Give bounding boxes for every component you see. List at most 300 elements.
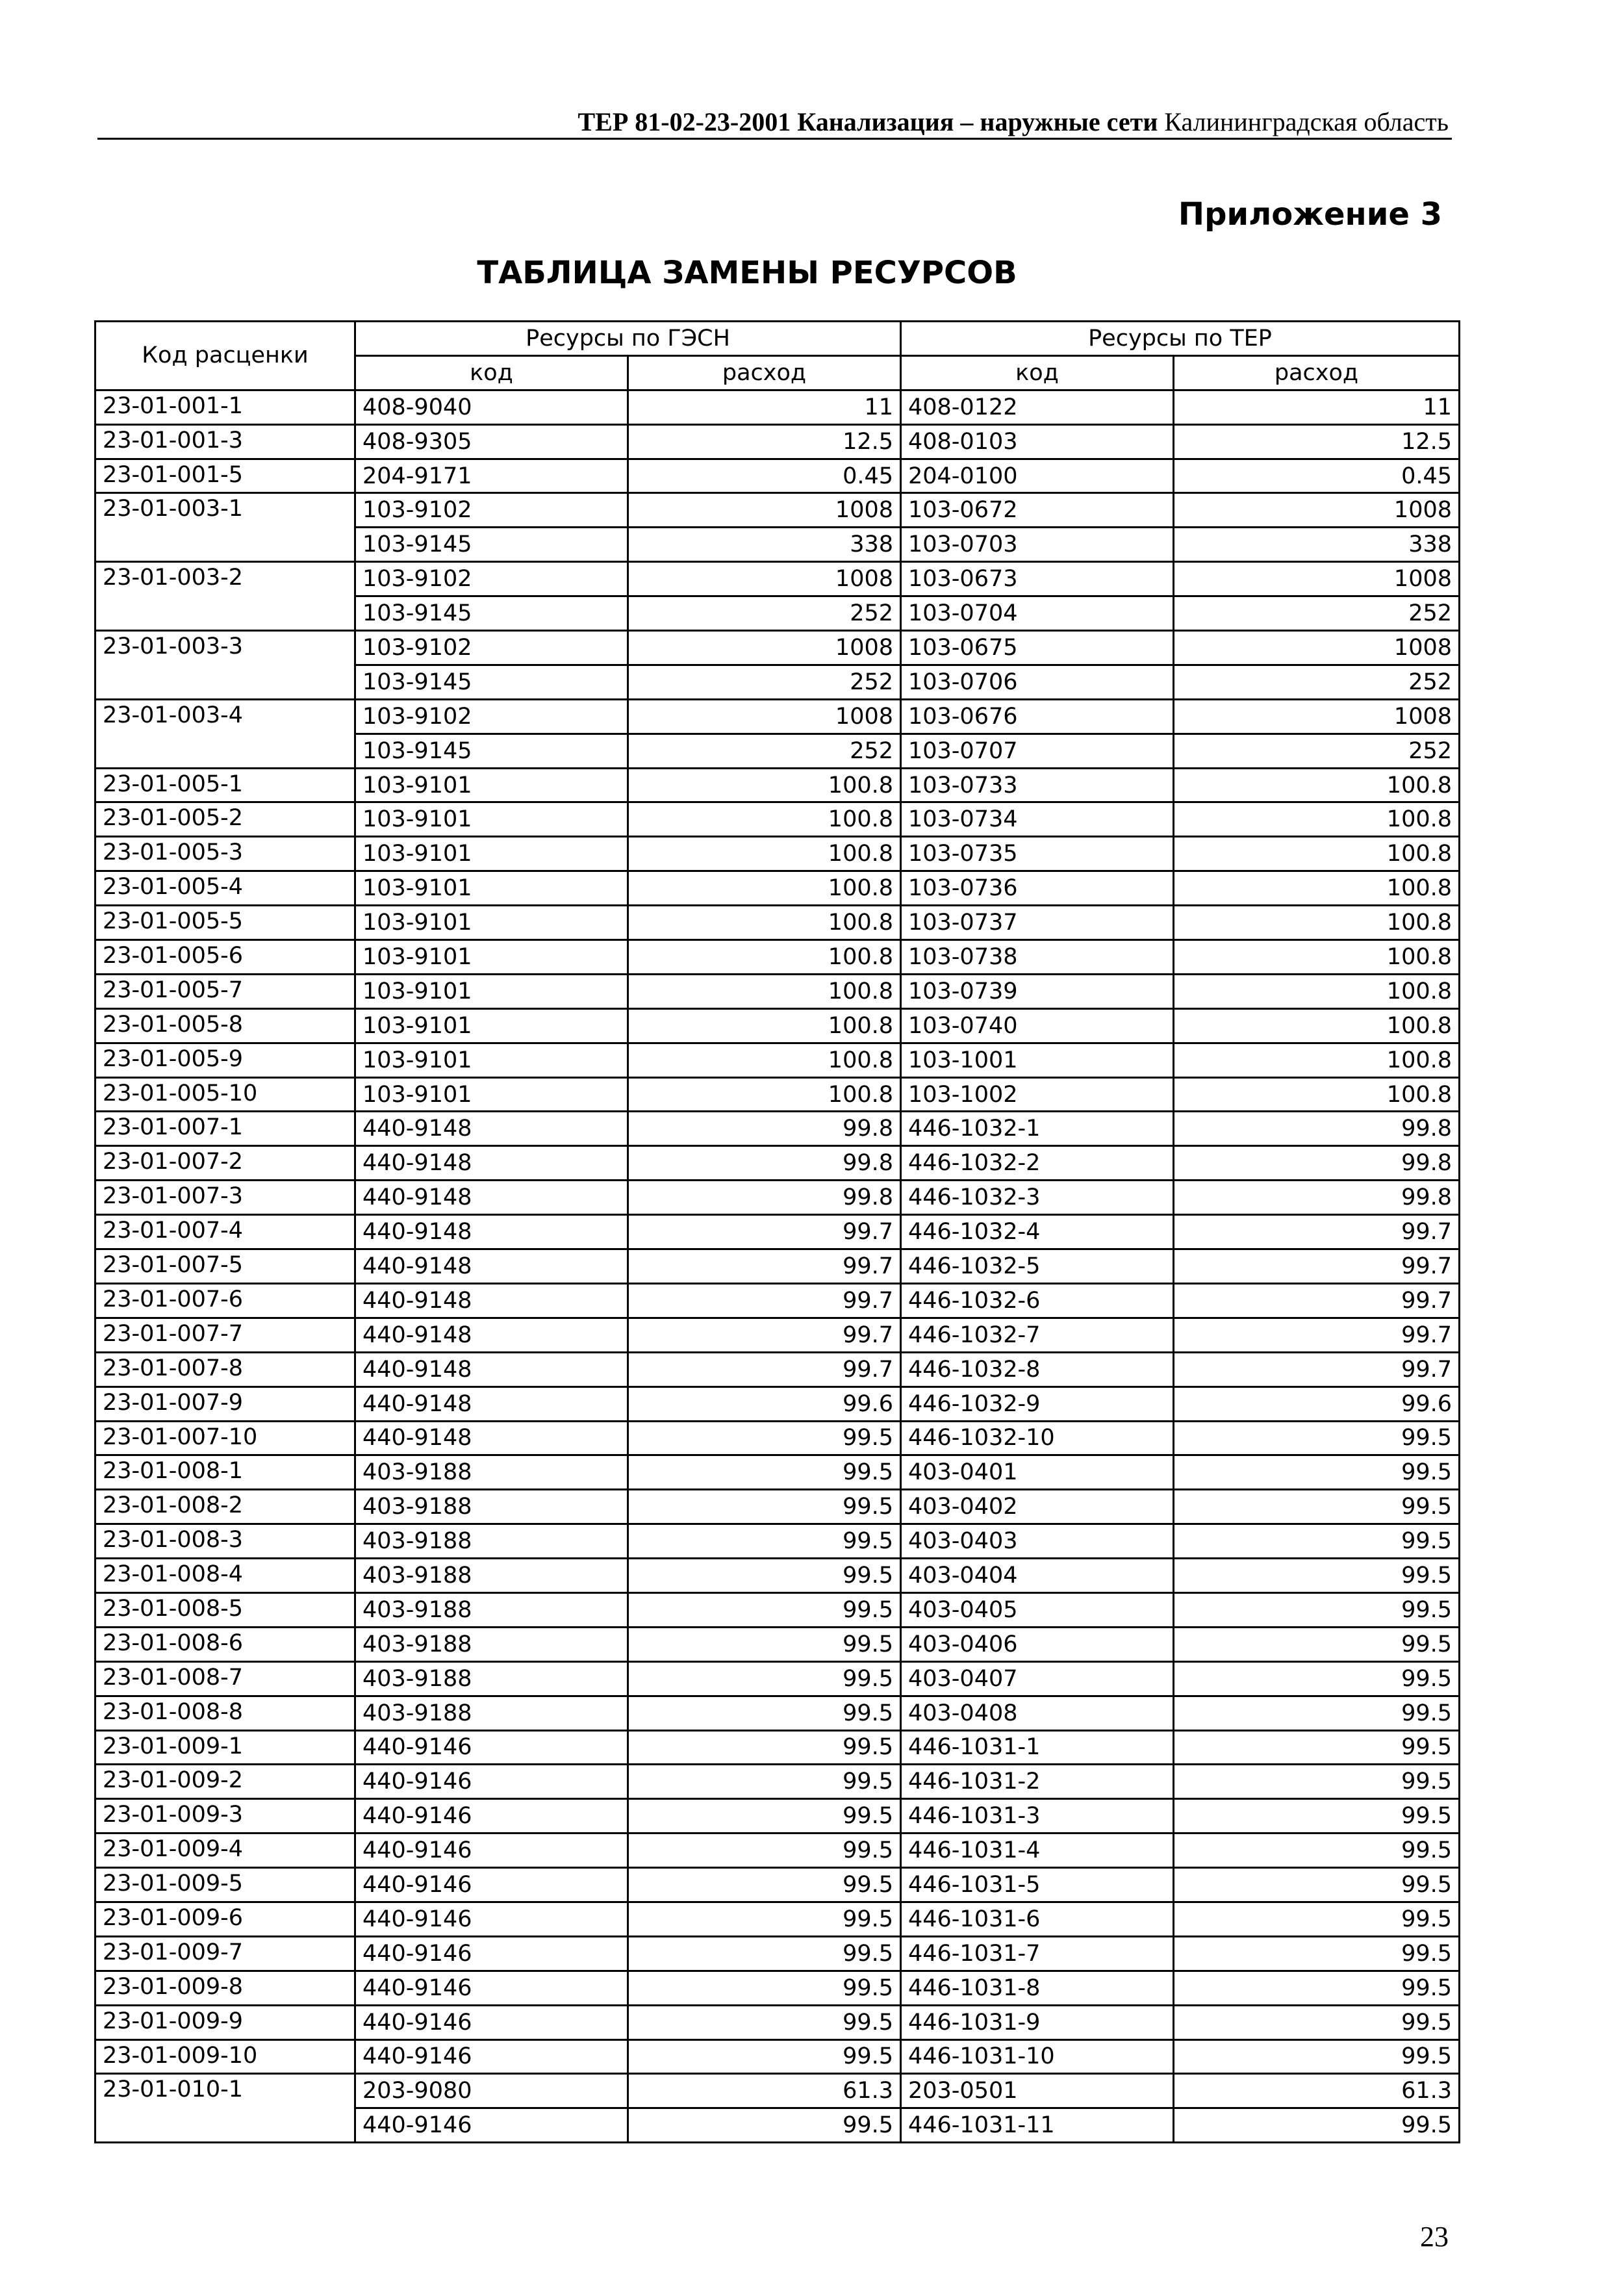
- ter-consumption-cell: 99.5: [1174, 1490, 1460, 1524]
- gesn-consumption-cell: 100.8: [628, 1043, 901, 1077]
- ter-consumption-cell: 100.8: [1174, 837, 1460, 871]
- rate-code-cell: 23-01-009-4: [95, 1833, 355, 1868]
- ter-code-cell: 103-0703: [901, 528, 1174, 562]
- rate-code-cell: 23-01-009-10: [95, 2039, 355, 2074]
- ter-code-cell: 446-1032-2: [901, 1146, 1174, 1181]
- ter-code-cell: 446-1031-11: [901, 2108, 1174, 2143]
- rate-code-cell: 23-01-003-3: [95, 631, 355, 700]
- gesn-code-cell: 103-9145: [355, 665, 628, 699]
- gesn-code-cell: 103-9101: [355, 802, 628, 837]
- ter-consumption-cell: 100.8: [1174, 768, 1460, 802]
- ter-code-cell: 103-1001: [901, 1043, 1174, 1077]
- ter-code-cell: 103-0675: [901, 631, 1174, 665]
- ter-code-cell: 446-1031-5: [901, 1868, 1174, 1902]
- ter-code-cell: 446-1032-1: [901, 1112, 1174, 1146]
- ter-consumption-cell: 99.5: [1174, 2005, 1460, 2039]
- rate-code-cell: 23-01-003-1: [95, 493, 355, 562]
- gesn-consumption-cell: 99.5: [628, 1765, 901, 1799]
- ter-code-cell: 103-0673: [901, 562, 1174, 596]
- ter-consumption-cell: 100.8: [1174, 1043, 1460, 1077]
- ter-consumption-cell: 100.8: [1174, 1077, 1460, 1112]
- ter-consumption-cell: 1008: [1174, 562, 1460, 596]
- rate-code-cell: 23-01-009-6: [95, 1902, 355, 1936]
- gesn-consumption-cell: 100.8: [628, 974, 901, 1008]
- ter-consumption-cell: 99.5: [1174, 1971, 1460, 2005]
- rate-code-cell: 23-01-007-9: [95, 1386, 355, 1421]
- gesn-code-cell: 103-9101: [355, 906, 628, 940]
- table-row: [95, 768, 1460, 802]
- ter-code-cell: 446-1032-9: [901, 1386, 1174, 1421]
- header-ter-resources: Ресурсы по ТЕР: [901, 322, 1460, 356]
- ter-consumption-cell: 100.8: [1174, 871, 1460, 906]
- gesn-code-cell: 403-9188: [355, 1696, 628, 1730]
- table-row: [95, 390, 1460, 424]
- table-row: [95, 1971, 1460, 2005]
- rate-code-cell: 23-01-008-8: [95, 1696, 355, 1730]
- gesn-consumption-cell: 100.8: [628, 1077, 901, 1112]
- ter-code-cell: 446-1031-3: [901, 1799, 1174, 1833]
- ter-code-cell: 403-0402: [901, 1490, 1174, 1524]
- gesn-code-cell: 440-9146: [355, 1730, 628, 1765]
- gesn-code-cell: 103-9145: [355, 596, 628, 631]
- rate-code-cell: 23-01-005-7: [95, 974, 355, 1008]
- table-row: [95, 837, 1460, 871]
- gesn-consumption-cell: 99.5: [628, 1868, 901, 1902]
- rate-code-cell: 23-01-008-7: [95, 1661, 355, 1696]
- header-gesn-consumption: расход: [628, 355, 901, 390]
- table-row: [95, 1936, 1460, 1971]
- ter-consumption-cell: 99.5: [1174, 1902, 1460, 1936]
- ter-code-cell: 103-0733: [901, 768, 1174, 802]
- ter-consumption-cell: 100.8: [1174, 974, 1460, 1008]
- gesn-code-cell: 103-9101: [355, 837, 628, 871]
- gesn-code-cell: 103-9102: [355, 562, 628, 596]
- gesn-consumption-cell: 252: [628, 734, 901, 768]
- gesn-consumption-cell: 100.8: [628, 802, 901, 837]
- ter-code-cell: 403-0401: [901, 1455, 1174, 1490]
- rate-code-cell: 23-01-008-1: [95, 1455, 355, 1490]
- rate-code-cell: 23-01-008-5: [95, 1592, 355, 1627]
- gesn-code-cell: 103-9101: [355, 974, 628, 1008]
- ter-consumption-cell: 99.5: [1174, 1833, 1460, 1868]
- gesn-consumption-cell: 99.5: [628, 1627, 901, 1661]
- ter-code-cell: 103-0704: [901, 596, 1174, 631]
- table-row: [95, 1283, 1460, 1318]
- gesn-consumption-cell: 99.5: [628, 1902, 901, 1936]
- gesn-consumption-cell: 99.5: [628, 1833, 901, 1868]
- table-row: [95, 1318, 1460, 1352]
- gesn-consumption-cell: 12.5: [628, 424, 901, 459]
- ter-consumption-cell: 100.8: [1174, 906, 1460, 940]
- gesn-code-cell: 103-9101: [355, 768, 628, 802]
- gesn-consumption-cell: 99.5: [628, 1799, 901, 1833]
- ter-consumption-cell: 0.45: [1174, 459, 1460, 493]
- gesn-consumption-cell: 99.5: [628, 2039, 901, 2074]
- ter-consumption-cell: 99.5: [1174, 1765, 1460, 1799]
- gesn-consumption-cell: 99.5: [628, 1524, 901, 1559]
- rate-code-cell: 23-01-003-4: [95, 699, 355, 768]
- rate-code-cell: 23-01-005-3: [95, 837, 355, 871]
- gesn-consumption-cell: 100.8: [628, 1008, 901, 1043]
- table-row: [95, 1833, 1460, 1868]
- gesn-consumption-cell: 99.5: [628, 1696, 901, 1730]
- gesn-code-cell: 440-9148: [355, 1386, 628, 1421]
- gesn-consumption-cell: 99.5: [628, 1936, 901, 1971]
- ter-consumption-cell: 99.5: [1174, 1661, 1460, 1696]
- resource-replacement-table: [94, 320, 1460, 2143]
- gesn-code-cell: 440-9148: [355, 1352, 628, 1386]
- ter-consumption-cell: 99.8: [1174, 1181, 1460, 1215]
- gesn-consumption-cell: 252: [628, 596, 901, 631]
- gesn-consumption-cell: 99.5: [628, 1455, 901, 1490]
- rate-code-cell: 23-01-005-1: [95, 768, 355, 802]
- gesn-code-cell: 403-9188: [355, 1559, 628, 1593]
- rate-code-cell: 23-01-005-5: [95, 906, 355, 940]
- ter-code-cell: 103-0739: [901, 974, 1174, 1008]
- table-row: [95, 1455, 1460, 1490]
- gesn-code-cell: 440-9146: [355, 2005, 628, 2039]
- ter-code-cell: 204-0100: [901, 459, 1174, 493]
- gesn-consumption-cell: 99.8: [628, 1181, 901, 1215]
- header-divider: [97, 138, 1452, 140]
- table-row: [95, 1352, 1460, 1386]
- ter-consumption-cell: 1008: [1174, 699, 1460, 734]
- ter-consumption-cell: 99.5: [1174, 1936, 1460, 1971]
- ter-code-cell: 103-0706: [901, 665, 1174, 699]
- table-row: [95, 1661, 1460, 1696]
- gesn-consumption-cell: 100.8: [628, 768, 901, 802]
- rate-code-cell: 23-01-007-3: [95, 1181, 355, 1215]
- gesn-code-cell: 408-9305: [355, 424, 628, 459]
- ter-code-cell: 103-0735: [901, 837, 1174, 871]
- rate-code-cell: 23-01-009-2: [95, 1765, 355, 1799]
- rate-code-cell: 23-01-008-6: [95, 1627, 355, 1661]
- ter-consumption-cell: 99.5: [1174, 1524, 1460, 1559]
- gesn-code-cell: 103-9101: [355, 871, 628, 906]
- appendix-label: Приложение 3: [1178, 196, 1442, 233]
- ter-consumption-cell: 252: [1174, 665, 1460, 699]
- header-ter-code: код: [901, 355, 1174, 390]
- rate-code-cell: 23-01-010-1: [95, 2074, 355, 2143]
- ter-code-cell: 403-0407: [901, 1661, 1174, 1696]
- table-row: [95, 2074, 1460, 2108]
- gesn-consumption-cell: 99.5: [628, 2005, 901, 2039]
- ter-consumption-cell: 11: [1174, 390, 1460, 424]
- table-row: [95, 562, 1460, 596]
- ter-consumption-cell: 99.5: [1174, 1559, 1460, 1593]
- gesn-code-cell: 403-9188: [355, 1627, 628, 1661]
- ter-code-cell: 446-1031-4: [901, 1833, 1174, 1868]
- gesn-consumption-cell: 99.5: [628, 1730, 901, 1765]
- ter-code-cell: 103-0676: [901, 699, 1174, 734]
- ter-code-cell: 446-1031-2: [901, 1765, 1174, 1799]
- table-body: [95, 390, 1460, 2142]
- document-code: ТЕР 81-02-23-2001 Канализация – наружные сети: [577, 107, 1158, 136]
- ter-code-cell: 446-1031-10: [901, 2039, 1174, 2074]
- ter-code-cell: 446-1031-9: [901, 2005, 1174, 2039]
- gesn-code-cell: 403-9188: [355, 1490, 628, 1524]
- table-row: [95, 1181, 1460, 1215]
- gesn-consumption-cell: 1008: [628, 631, 901, 665]
- rate-code-cell: 23-01-008-2: [95, 1490, 355, 1524]
- rate-code-cell: 23-01-001-3: [95, 424, 355, 459]
- page-number: 23: [1420, 2221, 1449, 2253]
- rate-code-cell: 23-01-007-8: [95, 1352, 355, 1386]
- gesn-consumption-cell: 100.8: [628, 837, 901, 871]
- gesn-code-cell: 440-9146: [355, 1936, 628, 1971]
- ter-code-cell: 103-0737: [901, 906, 1174, 940]
- gesn-consumption-cell: 1008: [628, 699, 901, 734]
- rate-code-cell: 23-01-007-5: [95, 1249, 355, 1284]
- table-row: [95, 631, 1460, 665]
- gesn-code-cell: 440-9146: [355, 2108, 628, 2143]
- gesn-consumption-cell: 99.5: [628, 2108, 901, 2143]
- gesn-consumption-cell: 99.5: [628, 1421, 901, 1455]
- ter-code-cell: 446-1032-7: [901, 1318, 1174, 1352]
- rate-code-cell: 23-01-007-2: [95, 1146, 355, 1181]
- table-row: [95, 802, 1460, 837]
- ter-consumption-cell: 252: [1174, 734, 1460, 768]
- gesn-code-cell: 408-9040: [355, 390, 628, 424]
- gesn-code-cell: 440-9146: [355, 1833, 628, 1868]
- table-row: [95, 2005, 1460, 2039]
- header-gesn-resources: Ресурсы по ГЭСН: [355, 322, 901, 356]
- header-ter-consumption: расход: [1174, 355, 1460, 390]
- gesn-code-cell: 403-9188: [355, 1455, 628, 1490]
- table-header: [95, 322, 1460, 390]
- table-row: [95, 1696, 1460, 1730]
- gesn-consumption-cell: 0.45: [628, 459, 901, 493]
- table-row: [95, 1559, 1460, 1593]
- table-row: [95, 699, 1460, 734]
- gesn-code-cell: 103-9101: [355, 1008, 628, 1043]
- ter-code-cell: 446-1031-1: [901, 1730, 1174, 1765]
- ter-consumption-cell: 99.5: [1174, 1592, 1460, 1627]
- table-row: [95, 940, 1460, 975]
- gesn-code-cell: 440-9148: [355, 1283, 628, 1318]
- table-row: [95, 2039, 1460, 2074]
- ter-code-cell: 446-1032-10: [901, 1421, 1174, 1455]
- gesn-consumption-cell: 99.6: [628, 1386, 901, 1421]
- gesn-code-cell: 103-9101: [355, 940, 628, 975]
- gesn-code-cell: 440-9146: [355, 1765, 628, 1799]
- gesn-consumption-cell: 99.7: [628, 1352, 901, 1386]
- rate-code-cell: 23-01-005-8: [95, 1008, 355, 1043]
- ter-code-cell: 446-1032-8: [901, 1352, 1174, 1386]
- ter-consumption-cell: 1008: [1174, 493, 1460, 528]
- ter-consumption-cell: 99.5: [1174, 1730, 1460, 1765]
- rate-code-cell: 23-01-007-4: [95, 1215, 355, 1249]
- ter-consumption-cell: 99.7: [1174, 1283, 1460, 1318]
- table-row: [95, 1112, 1460, 1146]
- ter-consumption-cell: 99.6: [1174, 1386, 1460, 1421]
- rate-code-cell: 23-01-001-1: [95, 390, 355, 424]
- table-row: [95, 1043, 1460, 1077]
- gesn-code-cell: 403-9188: [355, 1661, 628, 1696]
- gesn-code-cell: 440-9146: [355, 2039, 628, 2074]
- gesn-code-cell: 440-9148: [355, 1215, 628, 1249]
- rate-code-cell: 23-01-009-5: [95, 1868, 355, 1902]
- ter-code-cell: 103-1002: [901, 1077, 1174, 1112]
- page-title: ТАБЛИЦА ЗАМЕНЫ РЕСУРСОВ: [477, 255, 1017, 291]
- ter-code-cell: 103-0738: [901, 940, 1174, 975]
- gesn-consumption-cell: 11: [628, 390, 901, 424]
- table-row: [95, 1592, 1460, 1627]
- gesn-code-cell: 103-9101: [355, 1043, 628, 1077]
- gesn-code-cell: 103-9145: [355, 528, 628, 562]
- gesn-consumption-cell: 99.5: [628, 1490, 901, 1524]
- ter-code-cell: 403-0403: [901, 1524, 1174, 1559]
- gesn-code-cell: 440-9148: [355, 1112, 628, 1146]
- ter-consumption-cell: 100.8: [1174, 802, 1460, 837]
- rate-code-cell: 23-01-009-7: [95, 1936, 355, 1971]
- table-row: [95, 493, 1460, 528]
- ter-consumption-cell: 99.5: [1174, 2039, 1460, 2074]
- rate-code-cell: 23-01-009-8: [95, 1971, 355, 2005]
- gesn-consumption-cell: 100.8: [628, 906, 901, 940]
- table-row: [95, 906, 1460, 940]
- ter-consumption-cell: 99.5: [1174, 1868, 1460, 1902]
- rate-code-cell: 23-01-003-2: [95, 562, 355, 631]
- ter-consumption-cell: 99.8: [1174, 1112, 1460, 1146]
- ter-code-cell: 446-1032-6: [901, 1283, 1174, 1318]
- gesn-code-cell: 403-9188: [355, 1524, 628, 1559]
- gesn-consumption-cell: 1008: [628, 493, 901, 528]
- rate-code-cell: 23-01-005-4: [95, 871, 355, 906]
- rate-code-cell: 23-01-005-10: [95, 1077, 355, 1112]
- ter-consumption-cell: 99.7: [1174, 1215, 1460, 1249]
- ter-consumption-cell: 61.3: [1174, 2074, 1460, 2108]
- ter-consumption-cell: 99.5: [1174, 1799, 1460, 1833]
- gesn-code-cell: 203-9080: [355, 2074, 628, 2108]
- gesn-code-cell: 103-9102: [355, 493, 628, 528]
- gesn-consumption-cell: 1008: [628, 562, 901, 596]
- gesn-code-cell: 103-9145: [355, 734, 628, 768]
- ter-consumption-cell: 1008: [1174, 631, 1460, 665]
- gesn-code-cell: 440-9148: [355, 1181, 628, 1215]
- ter-code-cell: 408-0122: [901, 390, 1174, 424]
- ter-consumption-cell: 99.5: [1174, 1696, 1460, 1730]
- rate-code-cell: 23-01-008-3: [95, 1524, 355, 1559]
- ter-consumption-cell: 99.5: [1174, 1455, 1460, 1490]
- gesn-code-cell: 204-9171: [355, 459, 628, 493]
- ter-consumption-cell: 338: [1174, 528, 1460, 562]
- ter-consumption-cell: 99.8: [1174, 1146, 1460, 1181]
- gesn-code-cell: 440-9146: [355, 1799, 628, 1833]
- gesn-code-cell: 440-9146: [355, 1902, 628, 1936]
- rate-code-cell: 23-01-005-9: [95, 1043, 355, 1077]
- gesn-consumption-cell: 100.8: [628, 940, 901, 975]
- ter-code-cell: 103-0707: [901, 734, 1174, 768]
- header-rate-code: Код расценки: [95, 322, 355, 390]
- table-row: [95, 974, 1460, 1008]
- table-row: [95, 1627, 1460, 1661]
- gesn-code-cell: 440-9148: [355, 1249, 628, 1284]
- gesn-code-cell: 440-9148: [355, 1318, 628, 1352]
- ter-code-cell: 203-0501: [901, 2074, 1174, 2108]
- ter-consumption-cell: 99.5: [1174, 1627, 1460, 1661]
- ter-code-cell: 103-0736: [901, 871, 1174, 906]
- table-row: [95, 1799, 1460, 1833]
- gesn-code-cell: 103-9102: [355, 699, 628, 734]
- rate-code-cell: 23-01-001-5: [95, 459, 355, 493]
- rate-code-cell: 23-01-007-1: [95, 1112, 355, 1146]
- gesn-code-cell: 403-9188: [355, 1592, 628, 1627]
- gesn-consumption-cell: 99.8: [628, 1112, 901, 1146]
- table-row: [95, 1146, 1460, 1181]
- gesn-consumption-cell: 338: [628, 528, 901, 562]
- table-row: [95, 1008, 1460, 1043]
- ter-code-cell: 103-0734: [901, 802, 1174, 837]
- gesn-consumption-cell: 100.8: [628, 871, 901, 906]
- ter-code-cell: 403-0404: [901, 1559, 1174, 1593]
- gesn-consumption-cell: 99.5: [628, 1661, 901, 1696]
- ter-consumption-cell: 99.7: [1174, 1352, 1460, 1386]
- ter-code-cell: 446-1032-5: [901, 1249, 1174, 1284]
- rate-code-cell: 23-01-008-4: [95, 1559, 355, 1593]
- rate-code-cell: 23-01-007-10: [95, 1421, 355, 1455]
- ter-code-cell: 403-0405: [901, 1592, 1174, 1627]
- ter-consumption-cell: 100.8: [1174, 940, 1460, 975]
- ter-consumption-cell: 99.5: [1174, 1421, 1460, 1455]
- gesn-code-cell: 440-9146: [355, 1971, 628, 2005]
- ter-consumption-cell: 252: [1174, 596, 1460, 631]
- table-row: [95, 871, 1460, 906]
- gesn-consumption-cell: 252: [628, 665, 901, 699]
- gesn-consumption-cell: 99.8: [628, 1146, 901, 1181]
- table-row: [95, 1421, 1460, 1455]
- table-row: [95, 1490, 1460, 1524]
- table-row: [95, 1902, 1460, 1936]
- running-header: [97, 104, 1449, 140]
- ter-code-cell: 103-0672: [901, 493, 1174, 528]
- gesn-code-cell: 103-9102: [355, 631, 628, 665]
- gesn-code-cell: 440-9146: [355, 1868, 628, 1902]
- rate-code-cell: 23-01-009-9: [95, 2005, 355, 2039]
- ter-code-cell: 446-1032-3: [901, 1181, 1174, 1215]
- ter-code-cell: 403-0408: [901, 1696, 1174, 1730]
- ter-code-cell: 446-1032-4: [901, 1215, 1174, 1249]
- table-row: [95, 1868, 1460, 1902]
- ter-code-cell: 103-0740: [901, 1008, 1174, 1043]
- ter-consumption-cell: 100.8: [1174, 1008, 1460, 1043]
- rate-code-cell: 23-01-009-1: [95, 1730, 355, 1765]
- ter-code-cell: 446-1031-8: [901, 1971, 1174, 2005]
- table-row: [95, 424, 1460, 459]
- gesn-code-cell: 440-9148: [355, 1421, 628, 1455]
- ter-consumption-cell: 99.7: [1174, 1249, 1460, 1284]
- table-row: [95, 1765, 1460, 1799]
- ter-code-cell: 446-1031-7: [901, 1936, 1174, 1971]
- table-row: [95, 459, 1460, 493]
- table-row: [95, 1524, 1460, 1559]
- ter-consumption-cell: 99.7: [1174, 1318, 1460, 1352]
- header-gesn-code: код: [355, 355, 628, 390]
- table-row: [95, 1730, 1460, 1765]
- ter-consumption-cell: 12.5: [1174, 424, 1460, 459]
- rate-code-cell: 23-01-007-6: [95, 1283, 355, 1318]
- ter-code-cell: 408-0103: [901, 424, 1174, 459]
- gesn-consumption-cell: 99.7: [628, 1283, 901, 1318]
- gesn-code-cell: 103-9101: [355, 1077, 628, 1112]
- gesn-consumption-cell: 99.5: [628, 1592, 901, 1627]
- table-row: [95, 1077, 1460, 1112]
- gesn-consumption-cell: 99.5: [628, 1559, 901, 1593]
- table-row: [95, 1386, 1460, 1421]
- table-row: [95, 1215, 1460, 1249]
- gesn-code-cell: 440-9148: [355, 1146, 628, 1181]
- rate-code-cell: 23-01-005-6: [95, 940, 355, 975]
